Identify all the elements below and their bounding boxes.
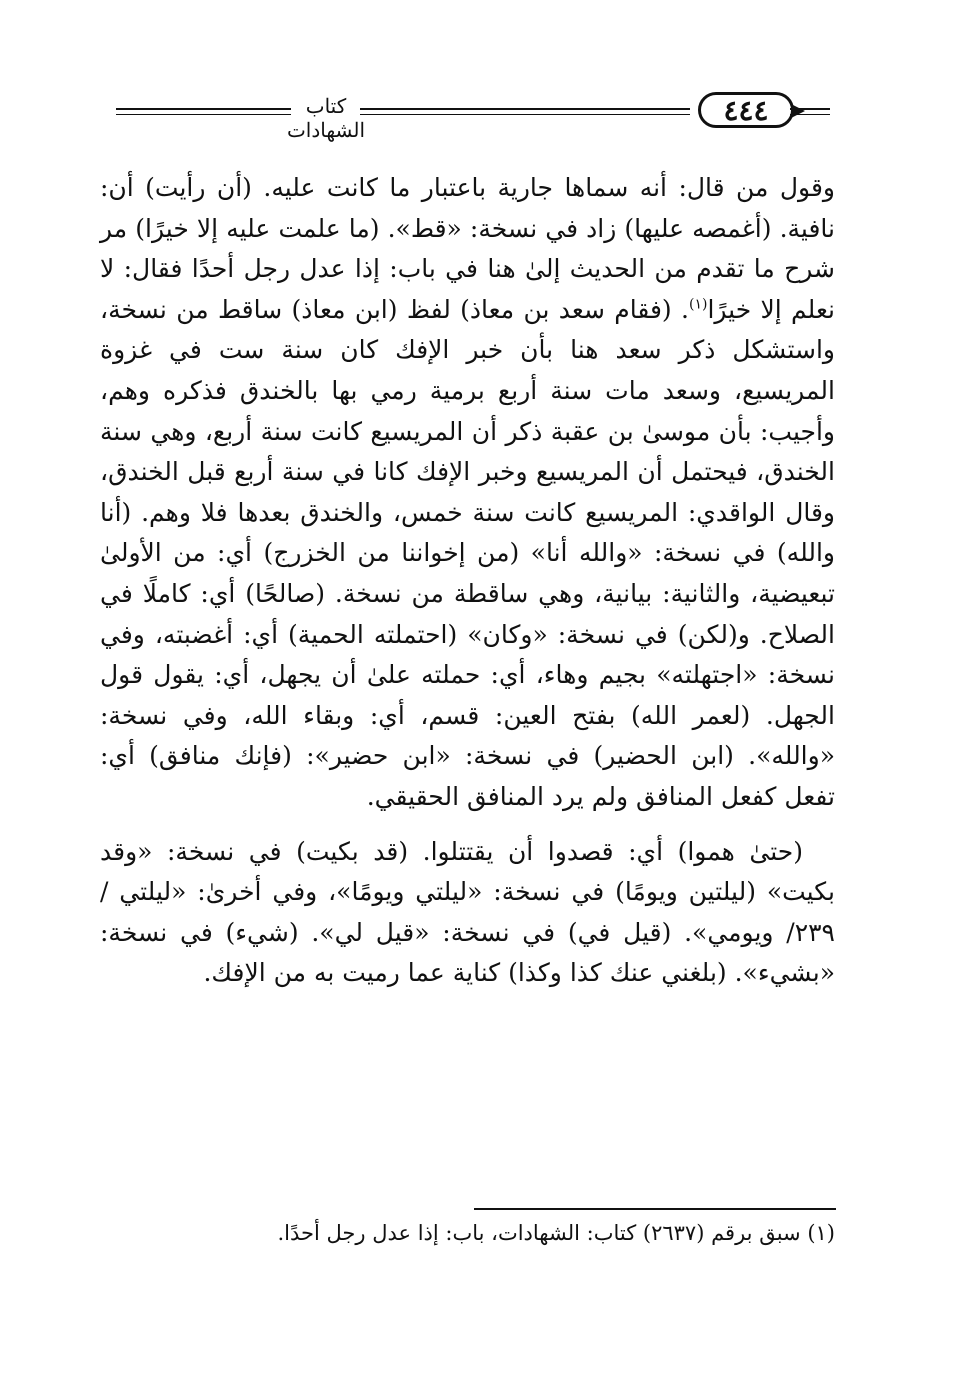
footnote-reference: (١): [688, 296, 708, 313]
page-header: [100, 92, 840, 140]
footnote-separator: [474, 1208, 836, 1210]
header-rule: [116, 108, 291, 110]
page-number-badge: [698, 92, 794, 128]
paragraph-1-start: وقول من قال: أنه سماها جارية باعتبار ما كانت عليه. (أن رأيت) أن: نافية. (أغمصه عليها) زاد في نسخة: «قط». (ما علمت عليه إلا خيرًا) مر شرح ما تقدم من الحديث إلىٰ هنا في باب: إذا عدل رجل أحدًا فقال: لا نعلم إلا خيرًا: [100, 173, 835, 324]
footnote: (١) سبق برقم (٢٦٣٧) كتاب: الشهادات، باب: إذا عدل رجل أحدًا.: [277, 1221, 835, 1245]
paragraph-1-continuation: . (فقام سعد بن معاذ) لفظ (ابن معاذ) ساقط من نسخة، واستشكل ذكر سعد هنا بأن خبر الإفك كان سنة ست في غزوة المريسيع، وسعد مات سنة أربع برمية رمي بها بالخندق فذكره وهم، وأجيب: بأن موسىٰ بن عقبة ذكر أن المريسيع كانت سنة أربع، وهي سنة الخندق، فيحتمل أن المريسيع وخبر الإفك كانا في سنة أربع قبل الخندق، وقال الواقدي: المريسيع كانت سنة خمس، والخندق بعدها فلا وهم. (أنا والله) في نسخة: «والله أنا» (من إخواننا من الخزرج) أي: من الأولىٰ تبعيضية، والثانية: بيانية، وهي ساقطة من نسخة. (صالحًا) أي: كاملًا في الصلاح. و(لكن) في نسخة: «وكان» (احتملته الحمية) أي: أغضبته، وفي نسخة: «اجتهلته» بجيم وهاء، أي: حملته علىٰ أن يجهل، أي: يقول قول الجهل. (لعمر الله) بفتح العين: قسم، أي: وبقاء الله، وفي نسخة: «والله». (ابن الحضير) في نسخة: «ابن حضير»: (فإنك منافق) أي: تفعل كفعل المنافق ولم يرد المنافق الحقيقي.: [100, 294, 835, 811]
paragraph-2: (حتىٰ هموا) أي: قصدوا أن يقتتلوا. (قد بكيت) في نسخة: «وقد بكيت» (ليلتين ويومًا) في نسخة: «ليلتي ويومًا»، وفي أخرىٰ: «ليلتي / ٢٣٩/ ويومي». (قيل في) في نسخة: «قيل لي». (شيء) في نسخة: «بشيء». (بلغني عنك كذا وكذا) كناية عما رميت به من الإفك.: [100, 836, 835, 988]
header-rule: [116, 114, 291, 115]
header-rule: [790, 108, 830, 110]
header-rule: [790, 114, 830, 115]
page-number: ٤٤٤: [723, 93, 769, 127]
running-title: كتاب الشهادات: [286, 94, 366, 142]
body-text: [100, 168, 835, 994]
header-rule: [360, 108, 690, 110]
header-rule: [360, 114, 690, 115]
paragraph-1: [100, 168, 835, 818]
